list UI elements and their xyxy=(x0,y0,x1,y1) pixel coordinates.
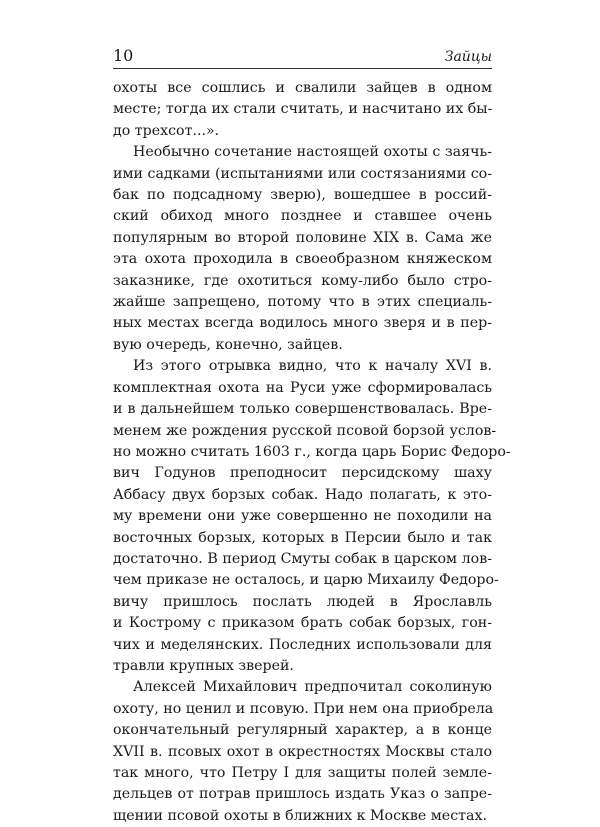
text-line: так много, что Петру I для защиты полей земле- xyxy=(113,765,492,781)
text-line: охоты все сошлись и свалили зайцев в одном xyxy=(113,80,492,96)
text-line: и Кострому с приказом брать собак борзых, гон- xyxy=(113,615,492,632)
running-head: Зайцы xyxy=(444,49,492,65)
text-line: вичу пришлось послать людей в Ярославль xyxy=(113,593,492,610)
paragraph xyxy=(113,78,492,142)
text-line: охоту, но ценил и псовую. При нем она приобрела xyxy=(113,700,494,717)
text-line: XVII в. псовых охот в окрестностях Москвы стало xyxy=(113,743,492,760)
paragraph xyxy=(113,677,492,827)
text-line: дельцев от потрав пришлось издать Указ о запре- xyxy=(113,786,492,803)
text-line: до трехсот...». xyxy=(113,122,220,139)
text-line: окончательный регулярный характер, а в конце xyxy=(113,722,492,739)
text-line: вич Годунов преподносит персидскому шаху xyxy=(113,465,492,482)
text-line: ими садками (испытаниями или состязаниями со- xyxy=(113,165,492,182)
body-text xyxy=(113,78,511,827)
paragraph xyxy=(113,142,492,356)
book-page xyxy=(113,44,511,827)
text-line: заказнике, где охотиться кому-либо было стро- xyxy=(113,272,492,289)
text-line: но можно считать 1603 г., когда царь Борис Федоро- xyxy=(113,443,511,460)
text-line: восточных борзых, которых в Персии было и так xyxy=(113,529,492,546)
text-line: Из этого отрывка видно, что к началу XVI в. xyxy=(133,358,492,375)
page-header xyxy=(113,44,492,69)
text-line: комплектная охота на Руси уже сформировалась xyxy=(113,379,492,396)
text-line: бак по подсадному зверю), вошедшее в россий- xyxy=(113,187,492,204)
text-line: популярным во второй половине XIX в. Сама же xyxy=(113,229,492,246)
text-line: му времени они уже совершенно не походили на xyxy=(113,508,492,525)
text-line: вую очередь, конечно, зайцев. xyxy=(113,336,343,353)
text-line: Алексей Михайлович предпочитал соколиную xyxy=(133,679,492,696)
text-line: достаточно. В период Смуты собак в царском лов- xyxy=(113,550,492,567)
text-line: жайше запрещено, потому что в этих специаль- xyxy=(113,294,492,311)
text-line: Аббасу двух борзых собак. Надо полагать, к это- xyxy=(113,486,492,503)
text-line: эта охота проходила в своеобразном княжеском xyxy=(113,251,492,268)
text-line: чих и меделянских. Последних использовали для xyxy=(113,636,492,653)
text-line: чем приказе не осталось, и царю Михаилу Федоро- xyxy=(113,572,499,589)
text-line: и в дальнейшем только совершенствовалась. Вре- xyxy=(113,401,492,418)
text-line: месте; тогда их стали считать, и насчитано их бы- xyxy=(113,101,493,118)
text-line: ных местах всегда водилось много зверя и в пер- xyxy=(113,315,492,332)
text-line: травли крупных зверей. xyxy=(113,657,294,674)
text-line: щении псовой охоты в ближних к Москве местах. xyxy=(113,807,487,824)
paragraph xyxy=(113,356,511,677)
text-line: менем же рождения русской псовой борзой услов- xyxy=(113,422,497,439)
page-number: 10 xyxy=(113,46,134,65)
text-line: Необычно сочетание настоящей охоты с заячь- xyxy=(133,144,492,161)
text-line: ский обиход много позднее и ставшее очень xyxy=(113,208,492,225)
